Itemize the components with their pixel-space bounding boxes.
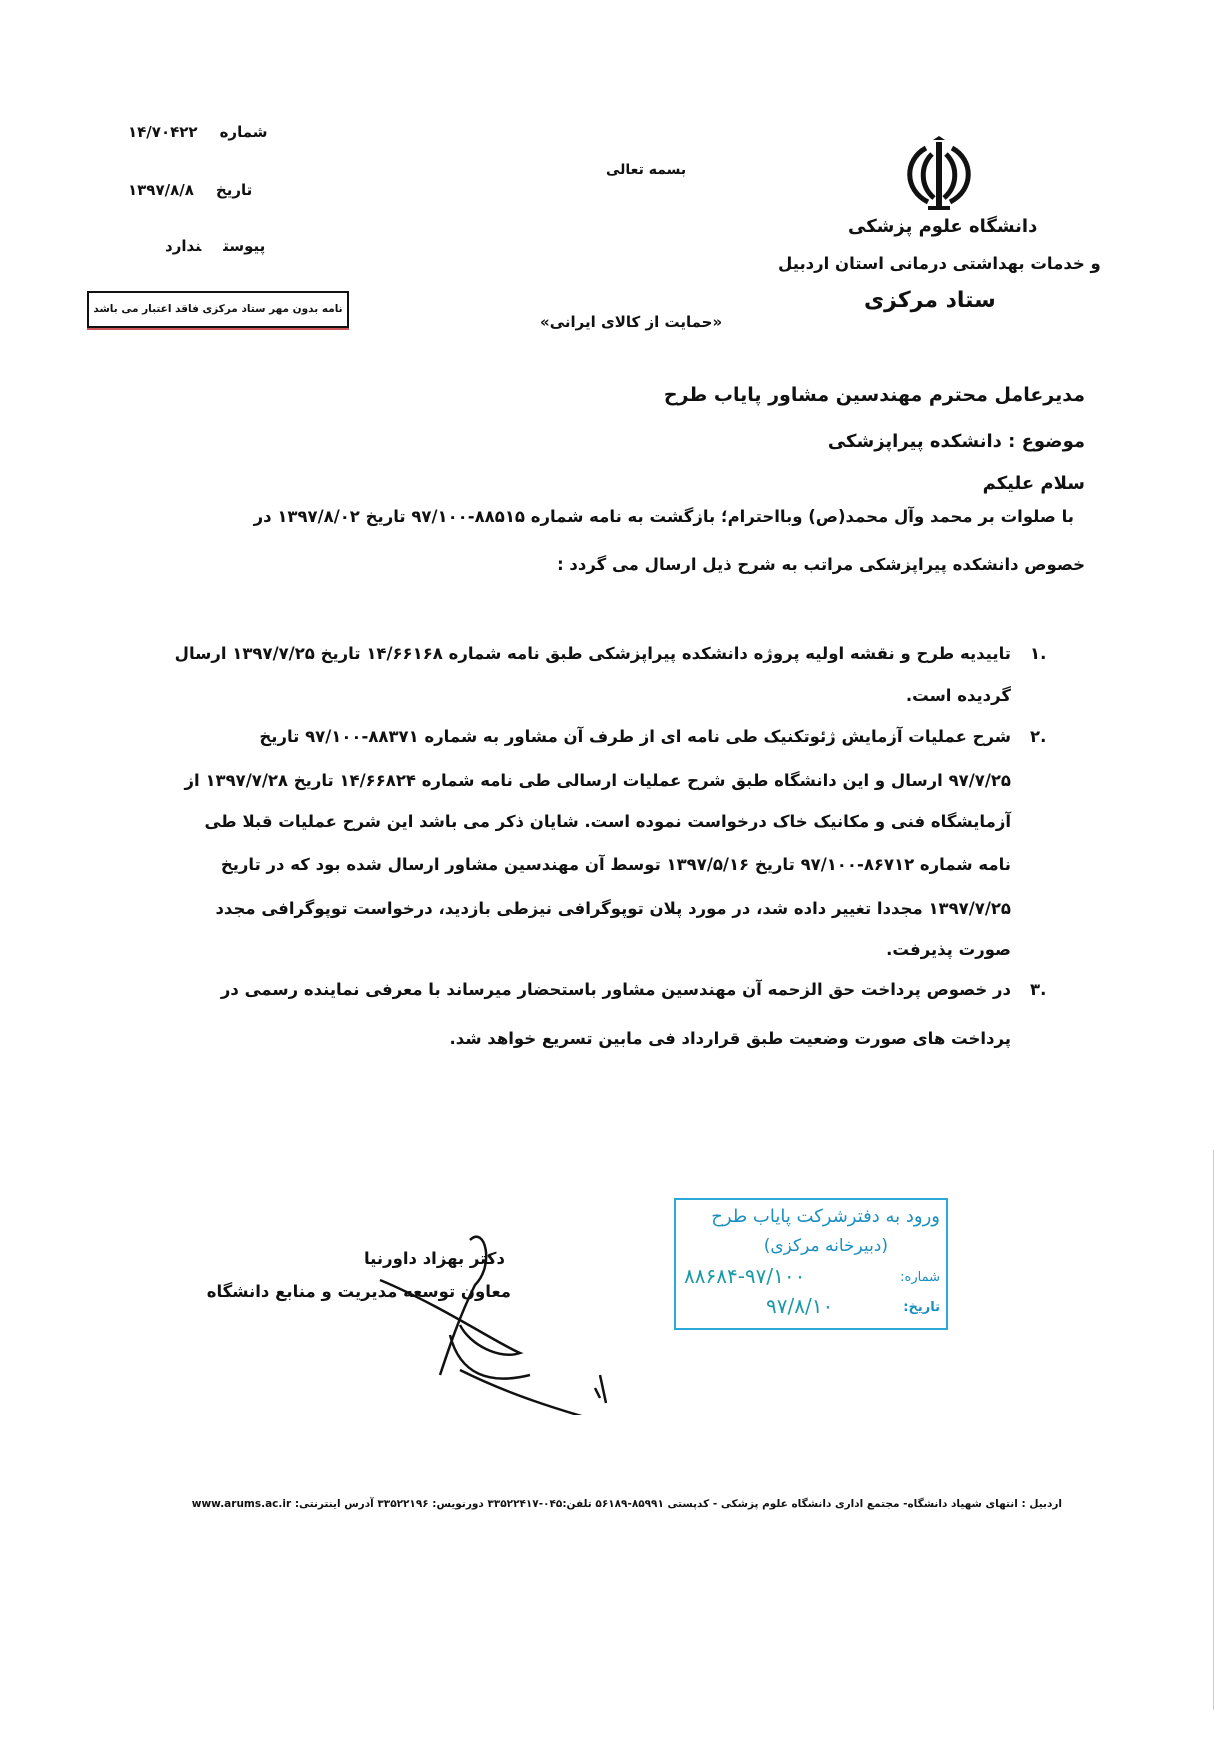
list-item-line: پرداخت های صورت وضعیت طبق قرارداد فی مابین تسریع خواهد شد.: [449, 1029, 1011, 1048]
signatory-name: دکتر بهزاد داورنیا: [363, 1249, 505, 1268]
list-item-number: ۱.: [1030, 644, 1047, 663]
letter-number-label: شماره: [219, 123, 268, 141]
letter-date-value: ۱۳۹۷/۸/۸: [128, 181, 194, 199]
intro-line: با صلوات بر محمد وآل محمد(ص) وبااحترام؛ بازگشت به نامه شماره ۸۸۵۱۵-۹۷/۱۰۰ تاریخ ۱۳۹۷/۸/۰۲ در: [253, 507, 1074, 526]
org-name-line1: دانشگاه علوم پزشکی: [848, 216, 1038, 237]
list-item-number: ۳.: [1030, 980, 1047, 999]
stamp-number-value: ۸۸۶۸۴-۹۷/۱۰۰: [684, 1264, 806, 1288]
greeting: سلام علیکم: [982, 473, 1085, 494]
received-stamp: [674, 1198, 948, 1330]
org-name-line3: ستاد مرکزی: [864, 288, 996, 313]
list-item-number: ۲.: [1030, 727, 1047, 746]
intro-line: خصوص دانشکده پیراپزشکی مراتب به شرح ذیل ارسال می گردد :: [557, 555, 1085, 574]
list-item-line: گردیده است.: [905, 686, 1011, 705]
stamp-line2: (دبیرخانه مرکزی): [763, 1236, 888, 1256]
list-item-line: صورت پذیرفت.: [886, 940, 1011, 959]
handwritten-signature: [300, 1225, 620, 1419]
list-item-line: آزمایشگاه فنی و مکانیک خاک درخواست نموده است. شایان ذکر می باشد این شرح عملیات قبلا طی: [204, 812, 1011, 831]
subject: موضوع : دانشکده پیراپزشکی: [827, 431, 1085, 452]
letter-date: [128, 181, 252, 199]
letter-date-label: تاریخ: [215, 181, 253, 199]
letter-attachment-value: ندارد: [165, 237, 202, 255]
stamp-date-value: ۹۷/۸/۱۰: [766, 1294, 834, 1318]
iran-emblem-icon: [898, 136, 980, 214]
letter-number: [128, 123, 268, 141]
list-item-line: تاییدیه طرح و نقشه اولیه پروژه دانشکده پیراپزشکی طبق نامه شماره ۱۴/۶۶۱۶۸ تاریخ ۱۳۹۷/۷/۲۵ ارسال: [174, 644, 1011, 663]
list-item-line: در خصوص پرداخت حق الزحمه آن مهندسین مشاور باستحضار میرساند با معرفی نماینده رسمی در: [220, 980, 1011, 999]
invocation: بسمه تعالی: [606, 162, 687, 178]
org-name-line2: و خدمات بهداشتی درمانی استان اردبیل: [778, 254, 1101, 273]
footer-address: اردبیل : انتهای شهیاد دانشگاه- مجتمع اداری دانشگاه علوم پزشکی - کدپستی ۸۵۹۹۱-۵۶۱۸۹ تلفن:۰۴۵-۳۳۵۲۲۴۱۷ دورنویس: ۳۳۵۲۲۱۹۶ آدرس اینترنتی: www.arums.ac.ir: [191, 1498, 1062, 1510]
letter-attachment: [165, 237, 265, 255]
list-item-line: شرح عملیات آزمایش ژئوتکنیک طی نامه ای از طرف آن مشاور به شماره ۸۸۳۷۱-۹۷/۱۰۰ تاریخ: [259, 727, 1011, 746]
slogan: «حمایت از کالای ایرانی»: [540, 313, 723, 331]
list-item-line: نامه شماره ۸۶۷۱۲-۹۷/۱۰۰ تاریخ ۱۳۹۷/۵/۱۶ توسط آن مهندسین مشاور ارسال شده بود که در تاریخ: [220, 855, 1011, 874]
stamp-line1: ورود به دفترشرکت پایاب طرح: [711, 1206, 940, 1227]
scan-artifact-line: [1213, 1150, 1214, 1710]
list-item-line: ۱۳۹۷/۷/۲۵ مجددا تغییر داده شد، در مورد پلان توپوگرافی نیزطی بازدید، درخواست توپوگرافی مجدد: [215, 899, 1011, 918]
list-item-line: ۹۷/۷/۲۵ ارسال و این دانشگاه طبق شرح عملیات ارسالی طی نامه شماره ۱۴/۶۶۸۲۴ تاریخ ۱۳۹۷/۷/۲۸ از: [184, 771, 1011, 790]
letter-number-value: ۱۴/۷۰۴۲۲: [128, 123, 198, 141]
recipient: مدیرعامل محترم مهندسین مشاور پایاب طرح: [663, 384, 1085, 406]
signatory-title: معاون توسعه مدیریت و منابع دانشگاه: [206, 1282, 511, 1301]
letter-attachment-label: پیوست: [223, 237, 266, 255]
validity-notice-box: نامه بدون مهر ستاد مرکزی فاقد اعتبار می باشد: [87, 291, 349, 328]
stamp-number-label: شماره:: [900, 1270, 940, 1285]
stamp-date-label: تاریخ:: [903, 1300, 940, 1315]
